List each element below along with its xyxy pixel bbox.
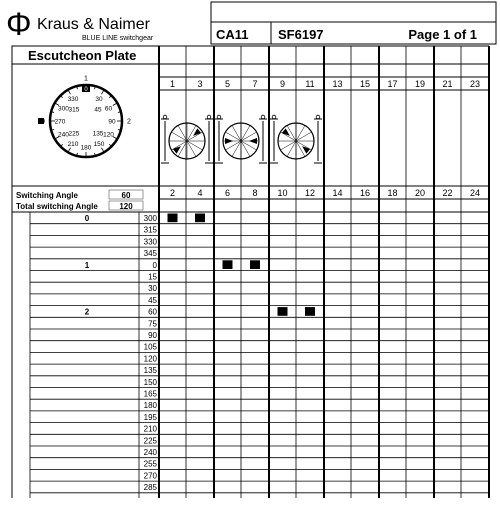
angle-label: 30 <box>148 284 157 294</box>
angle-label: 135 <box>143 366 157 376</box>
angle-label: 150 <box>143 377 157 387</box>
header-top-cell <box>211 2 496 22</box>
dial-degree-label: 90 <box>108 118 116 126</box>
angle-label: 255 <box>143 459 157 469</box>
dial-degree-label: 30 <box>95 95 103 103</box>
angle-label: 195 <box>143 412 157 422</box>
top-terminal-label: 11 <box>305 79 315 89</box>
angle-label: 90 <box>148 331 157 340</box>
dial-position-label: 1 <box>84 75 88 83</box>
table-row <box>30 260 489 270</box>
bottom-terminal-label: 12 <box>304 188 316 198</box>
table-row <box>30 343 489 353</box>
dial-degree-label: 300 <box>58 105 69 113</box>
position-label: 1 <box>84 260 90 270</box>
diagram-number: SF6197 <box>278 27 324 42</box>
table-row <box>30 390 489 400</box>
angle-label: 0 <box>152 260 157 270</box>
bottom-terminal-label: 10 <box>277 188 288 198</box>
table-row <box>30 296 489 306</box>
angle-label: 285 <box>143 483 157 493</box>
top-terminal-label: 21 <box>442 79 453 89</box>
table-row <box>30 413 489 423</box>
brand-name: Kraus & Naimer <box>37 16 150 33</box>
table-row <box>30 354 489 364</box>
angle-label: 180 <box>143 401 157 411</box>
contact-grid-frame <box>12 46 489 498</box>
escutcheon-title: Escutcheon Plate <box>28 48 137 63</box>
table-row <box>30 331 489 341</box>
table-row <box>30 237 489 247</box>
angle-label: 240 <box>143 448 157 457</box>
top-terminal-label: 23 <box>469 79 481 89</box>
table-row <box>30 483 489 493</box>
dial-degree-label: 330 <box>67 95 79 103</box>
table-row <box>30 448 489 458</box>
table-row <box>30 284 489 294</box>
angle-label: 45 <box>148 295 157 305</box>
bottom-terminal-label: 8 <box>252 188 258 198</box>
table-row <box>30 319 489 329</box>
dial-knob-icon <box>38 118 44 124</box>
angle-label: 330 <box>143 237 157 247</box>
dial-position-label: 2 <box>127 118 131 126</box>
position-label: 2 <box>84 307 90 317</box>
contact-closed-mark <box>195 214 205 223</box>
table-row <box>30 226 489 236</box>
dial-degree-label: 180 <box>80 144 92 152</box>
contact-closed-mark <box>305 307 315 316</box>
table-row <box>30 425 489 435</box>
total-switching-angle-label: Total switching Angle <box>16 202 98 211</box>
bottom-terminal-label: 2 <box>169 188 176 198</box>
bottom-terminal-label: 22 <box>442 188 453 198</box>
bottom-terminal-label: 6 <box>224 188 231 198</box>
bottom-terminal-label: 24 <box>469 188 481 198</box>
escutcheon-dial <box>38 76 131 158</box>
contact-closed-mark <box>223 260 233 269</box>
angle-label: 105 <box>143 342 157 352</box>
dial-degree-label: 210 <box>67 141 79 149</box>
top-terminal-label: 17 <box>387 79 398 89</box>
bottom-terminal-label: 18 <box>387 188 398 198</box>
angle-label: 270 <box>143 471 157 481</box>
top-terminal-label: 3 <box>197 79 203 89</box>
position-label: 0 <box>84 214 90 223</box>
dial-degree-label: 150 <box>93 141 105 149</box>
switching-angle-value: 60 <box>121 191 131 200</box>
bottom-terminal-label: 16 <box>359 188 371 198</box>
dial-inner-label: 45 <box>94 106 102 114</box>
table-row <box>30 214 489 224</box>
dial-degree-label: 240 <box>58 131 69 139</box>
dial-degree-label: 270 <box>54 118 66 126</box>
table-row <box>30 378 489 388</box>
brand-tagline: BLUE LINE switchgear <box>82 35 154 42</box>
top-terminal-label: 19 <box>414 79 426 89</box>
dial-degree-label: 120 <box>103 131 114 139</box>
table-row <box>30 273 489 283</box>
table-row <box>30 471 489 481</box>
dial-inner-label: 315 <box>68 106 80 114</box>
table-row <box>30 249 489 259</box>
top-terminal-label: 9 <box>279 79 286 89</box>
angle-label: 165 <box>143 389 157 399</box>
contact-symbols <box>161 115 322 163</box>
table-row <box>30 366 489 376</box>
angle-label: 345 <box>143 249 157 259</box>
table-row <box>30 436 489 446</box>
page-number: Page 1 of 1 <box>408 27 477 42</box>
angle-label: 210 <box>143 424 157 434</box>
top-terminal-label: 1 <box>169 79 176 89</box>
table-row <box>30 460 489 470</box>
model-code: CA11 <box>216 27 249 42</box>
table-row <box>30 401 489 411</box>
top-terminal-label: 15 <box>359 79 371 89</box>
dial-inner-label: 225 <box>68 130 80 138</box>
brand-logo-mark: Φ <box>6 6 32 42</box>
bottom-terminal-label: 14 <box>332 188 343 198</box>
angle-label: 225 <box>143 436 157 446</box>
bottom-terminal-label: 4 <box>197 188 203 198</box>
angle-label: 15 <box>148 272 157 282</box>
contact-closed-mark <box>250 260 260 269</box>
table-row <box>30 307 489 317</box>
brand-logo <box>6 6 32 42</box>
contact-closed-mark <box>168 214 178 223</box>
angle-label: 120 <box>143 354 157 364</box>
dial-inner-label: 135 <box>92 130 104 138</box>
contact-closed-mark <box>278 307 288 316</box>
contact-symbol-icon <box>161 115 213 163</box>
top-terminal-label: 13 <box>332 79 343 89</box>
top-terminal-label: 5 <box>224 79 231 89</box>
angle-label: 300 <box>143 214 157 223</box>
total-switching-angle-value: 120 <box>119 202 133 211</box>
angle-label: 60 <box>148 307 157 317</box>
switching-angle-label: Switching Angle <box>16 191 78 200</box>
dial-degree-label: 60 <box>104 105 113 113</box>
top-terminal-label: 7 <box>252 79 258 89</box>
angle-label: 75 <box>148 319 157 329</box>
switching-table <box>30 212 489 498</box>
angle-label: 315 <box>143 225 157 235</box>
bottom-terminal-label: 20 <box>414 188 426 198</box>
dial-marker-label: 0 <box>84 87 88 93</box>
